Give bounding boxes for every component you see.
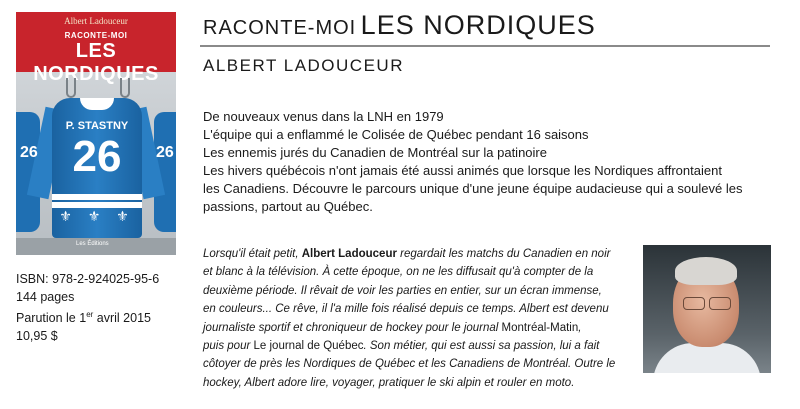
coat-hook-icon: [66, 78, 76, 98]
jersey-side-number: 26: [20, 144, 38, 161]
author-bio: [203, 245, 635, 392]
title-main: LES NORDIQUES: [360, 10, 596, 40]
page-title: [203, 10, 596, 41]
bio-text: puis pour: [203, 340, 254, 353]
price: 10,95 $: [16, 329, 58, 344]
publisher-logo: Les Éditions: [76, 241, 109, 247]
jersey-name: P. STASTNY: [65, 120, 129, 132]
cover-series: RACONTE-MOI: [64, 31, 128, 40]
bio-line: [203, 245, 635, 263]
description-line: Les hivers québécois n'ont jamais été aussi animés que lorsque les Nordiques affrontaient: [203, 163, 722, 178]
author-photo: [643, 245, 771, 373]
bio-text: . Son métier, qui est aussi sa passion, lui a fait: [363, 340, 600, 353]
cover-title: LES NORDIQUES: [33, 40, 159, 85]
book-description: [203, 108, 775, 216]
bio-text: journaliste sportif et chroniqueur de hockey pour le journal: [203, 321, 502, 334]
page-count: 144 pages: [16, 290, 75, 304]
bio-author-name: Albert Ladouceur: [301, 248, 397, 260]
book-details: [16, 270, 191, 345]
bio-line: en couleurs... Ce rêve, il l'a mille fois réalisé depuis ce temps. Albert est devenu: [203, 303, 609, 316]
bio-line: [203, 337, 635, 355]
bio-text: regardait les matchs du Canadien en noir: [396, 248, 611, 260]
bio-newspaper: Montréal-Matin: [501, 321, 579, 334]
description-line: les Canadiens. Découvre le parcours unique d'une jeune équipe audacieuse qui a soulevé les: [203, 181, 743, 196]
jersey-side-number: 26: [156, 144, 174, 161]
bio-text: ,: [578, 321, 582, 334]
author-name: ALBERT LADOUCEUR: [203, 56, 404, 75]
release-date-sup: er: [86, 310, 94, 319]
description-line: De nouveaux venus dans la LNH en 1979: [203, 109, 444, 124]
bio-line: deuxième période. Il rêvait de voir les parties en entier, sur un écran immense,: [203, 284, 602, 297]
isbn: ISBN: 978-2-924025-95-6: [16, 272, 160, 286]
bio-line: côtoyer de près les Nordiques de Québec et les Canadiens de Montréal. Outre le: [203, 358, 616, 371]
title-divider: [200, 45, 770, 47]
photo-hair: [675, 257, 737, 285]
jersey-stripe: [52, 194, 142, 200]
title-series: RACONTE-MOI: [203, 17, 357, 39]
release-date-suffix: avril 2015: [93, 311, 151, 326]
glasses-icon: [681, 297, 733, 309]
book-cover-image: [16, 12, 176, 255]
bio-newspaper: Le journal de Québec: [253, 340, 364, 353]
description-line: passions, partout au Québec.: [203, 199, 373, 214]
jersey-number: 26: [72, 132, 122, 181]
release-date: [16, 306, 191, 327]
release-date-prefix: Parution le 1: [16, 311, 87, 326]
fleur-de-lis-icon: ⚜ ⚜ ⚜: [59, 208, 135, 224]
bio-text: Lorsqu'il était petit,: [203, 248, 302, 260]
coat-hook-icon: [120, 78, 130, 98]
description-line: L'équipe qui a enflammé le Colisée de Québec pendant 16 saisons: [203, 127, 589, 142]
bio-line: et blanc à la télévision. À cette époque, on ne les diffusait qu'à compter de la: [203, 266, 594, 279]
bio-line: [203, 319, 635, 337]
bio-line: hockey, Albert adore lire, voyager, pratiquer le ski alpin et rouler en moto.: [203, 376, 575, 389]
cover-author: Albert Ladouceur: [64, 16, 128, 26]
description-line: Les ennemis jurés du Canadien de Montréal sur la patinoire: [203, 145, 547, 160]
